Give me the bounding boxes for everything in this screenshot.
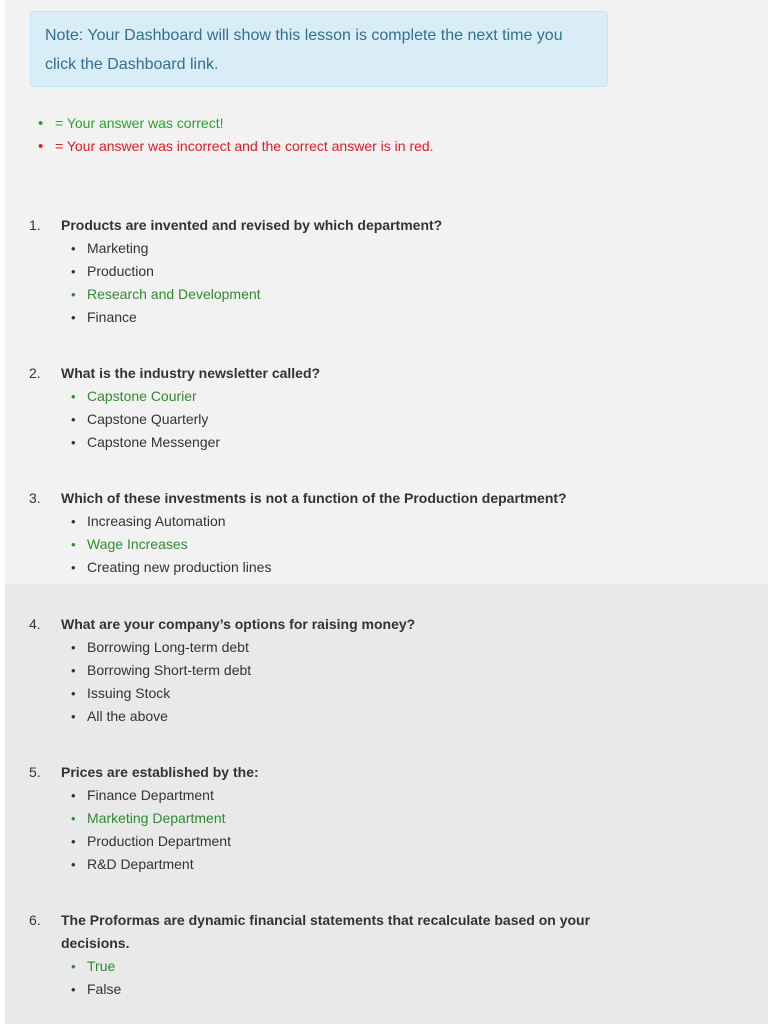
answer-option: • Creating new production lines xyxy=(71,556,271,579)
answer-option: • Issuing Stock xyxy=(71,682,251,705)
answer-legend xyxy=(38,112,434,158)
note-line-2: click the Dashboard link. xyxy=(45,56,219,73)
answer-options xyxy=(71,784,231,876)
answer-option: • Production xyxy=(71,260,261,283)
dashboard-note-alert xyxy=(30,11,608,87)
legend-incorrect: • = Your answer was incorrect and the correct answer is in red. xyxy=(38,135,434,158)
question-text: What are your company’s options for raising money? xyxy=(61,616,416,632)
question-number: 5. xyxy=(29,764,41,780)
question-number: 2. xyxy=(29,365,41,381)
answer-option: • Wage Increases xyxy=(71,533,271,556)
question-number: 6. xyxy=(29,912,41,928)
answer-option: • Increasing Automation xyxy=(71,510,271,533)
note-line-1: Note: Your Dashboard will show this lesson is complete the next time you xyxy=(45,27,563,44)
question-text: Prices are established by the: xyxy=(61,764,259,780)
answer-option: • Capstone Messenger xyxy=(71,431,220,454)
answer-option: • Finance xyxy=(71,306,261,329)
answer-option: • Capstone Quarterly xyxy=(71,408,220,431)
answer-option: • True xyxy=(71,955,121,978)
answer-options xyxy=(71,385,220,454)
answer-option: • Finance Department xyxy=(71,784,231,807)
answer-option: • All the above xyxy=(71,705,251,728)
answer-option: • False xyxy=(71,978,121,1001)
question-text: The Proformas are dynamic financial statements that recalculate based on your decisions. xyxy=(61,912,591,951)
answer-options xyxy=(71,955,121,1001)
answer-options xyxy=(71,237,261,329)
answer-option: • Research and Development xyxy=(71,283,261,306)
answer-option: • R&D Department xyxy=(71,853,231,876)
answer-option: • Marketing xyxy=(71,237,261,260)
answer-option: • Borrowing Short-term debt xyxy=(71,659,251,682)
answer-option: • Borrowing Long-term debt xyxy=(71,636,251,659)
question-number: 1. xyxy=(29,217,41,233)
question-text: Products are invented and revised by which department? xyxy=(61,217,443,233)
answer-option: • Capstone Courier xyxy=(71,385,220,408)
answer-options xyxy=(71,510,271,579)
question-text: What is the industry newsletter called? xyxy=(61,365,321,381)
answer-option: • Production Department xyxy=(71,830,231,853)
legend-correct: • = Your answer was correct! xyxy=(38,112,434,135)
question-number: 4. xyxy=(29,616,41,632)
question-text: Which of these investments is not a function of the Production department? xyxy=(61,490,567,506)
answer-options xyxy=(71,636,251,728)
answer-option: • Marketing Department xyxy=(71,807,231,830)
question-number: 3. xyxy=(29,490,41,506)
